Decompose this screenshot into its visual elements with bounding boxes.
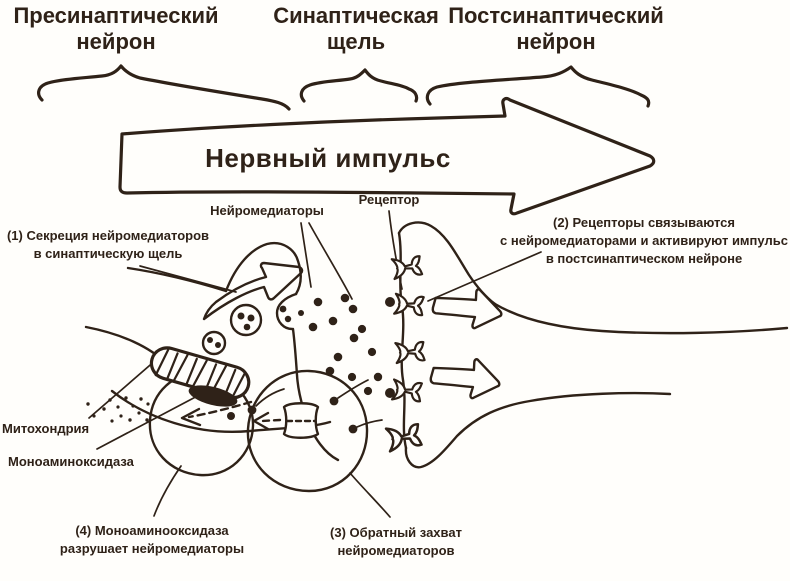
fusion-pocket <box>277 294 296 329</box>
cleft-neurotransmitter-dots <box>309 294 376 395</box>
brace-middle <box>301 70 416 101</box>
bound-neurotransmitter-dot <box>385 297 395 307</box>
receptors <box>386 255 425 451</box>
postsynaptic-top-wall <box>495 304 787 333</box>
neurotransmitters-line-a <box>301 223 311 287</box>
axon-top-wall <box>128 268 226 291</box>
heading-cleft: Синаптическая щель <box>273 3 439 54</box>
brace-right <box>427 67 648 106</box>
neurotransmitters-line-b <box>309 223 352 299</box>
step1-line <box>140 266 236 292</box>
receptor-icon <box>394 294 424 316</box>
step3-line <box>350 473 390 517</box>
heading-presynaptic: Пресинаптический нейрон <box>13 3 219 54</box>
annotation-step2: (2) Рецепторы связываются с нейромедиаторами и активируют импульс в постсинаптическом нейроне <box>500 215 788 266</box>
step4-line <box>154 466 181 516</box>
brace-left <box>39 66 289 109</box>
postsynaptic-impulse-arrow <box>431 282 505 332</box>
mitochondria-label: Митохондрия <box>2 421 90 436</box>
nerve-impulse-label: Нервный импульс <box>205 143 451 173</box>
mao-label: Моноаминоксидаза <box>8 454 134 469</box>
transporter-icon <box>284 403 318 438</box>
postsynaptic-bottom-wall <box>406 393 670 467</box>
receptor-icon <box>392 379 422 402</box>
receptor-label: Рецептор <box>358 192 420 207</box>
postsynaptic-brace <box>427 67 648 106</box>
heading-postsynaptic: Постсинаптический нейрон <box>448 3 664 54</box>
vesicle <box>203 332 225 354</box>
presynaptic-brace <box>39 66 289 109</box>
annotation-step4: (4) Моноаминооксидаза разрушает нейромедиаторы <box>59 523 245 556</box>
postsynaptic-impulse-arrow <box>429 352 503 402</box>
vesicle <box>231 305 261 335</box>
cleft-brace <box>301 70 416 101</box>
annotation-step1: (1) Секреция нейромедиаторов в синаптическую щель <box>6 228 210 261</box>
fusing-vesicle <box>280 306 304 323</box>
annotation-step3: (3) Обратный захват нейромедиаторов <box>330 525 462 558</box>
bound-neurotransmitter-dot <box>385 388 395 398</box>
neurotransmitters-label: Нейромедиаторы <box>210 203 324 218</box>
reuptake-moving-dots <box>330 373 383 434</box>
reuptake-arrow <box>254 413 280 429</box>
cleft-facing-membrane <box>293 329 338 460</box>
receptor-icon <box>395 341 424 363</box>
